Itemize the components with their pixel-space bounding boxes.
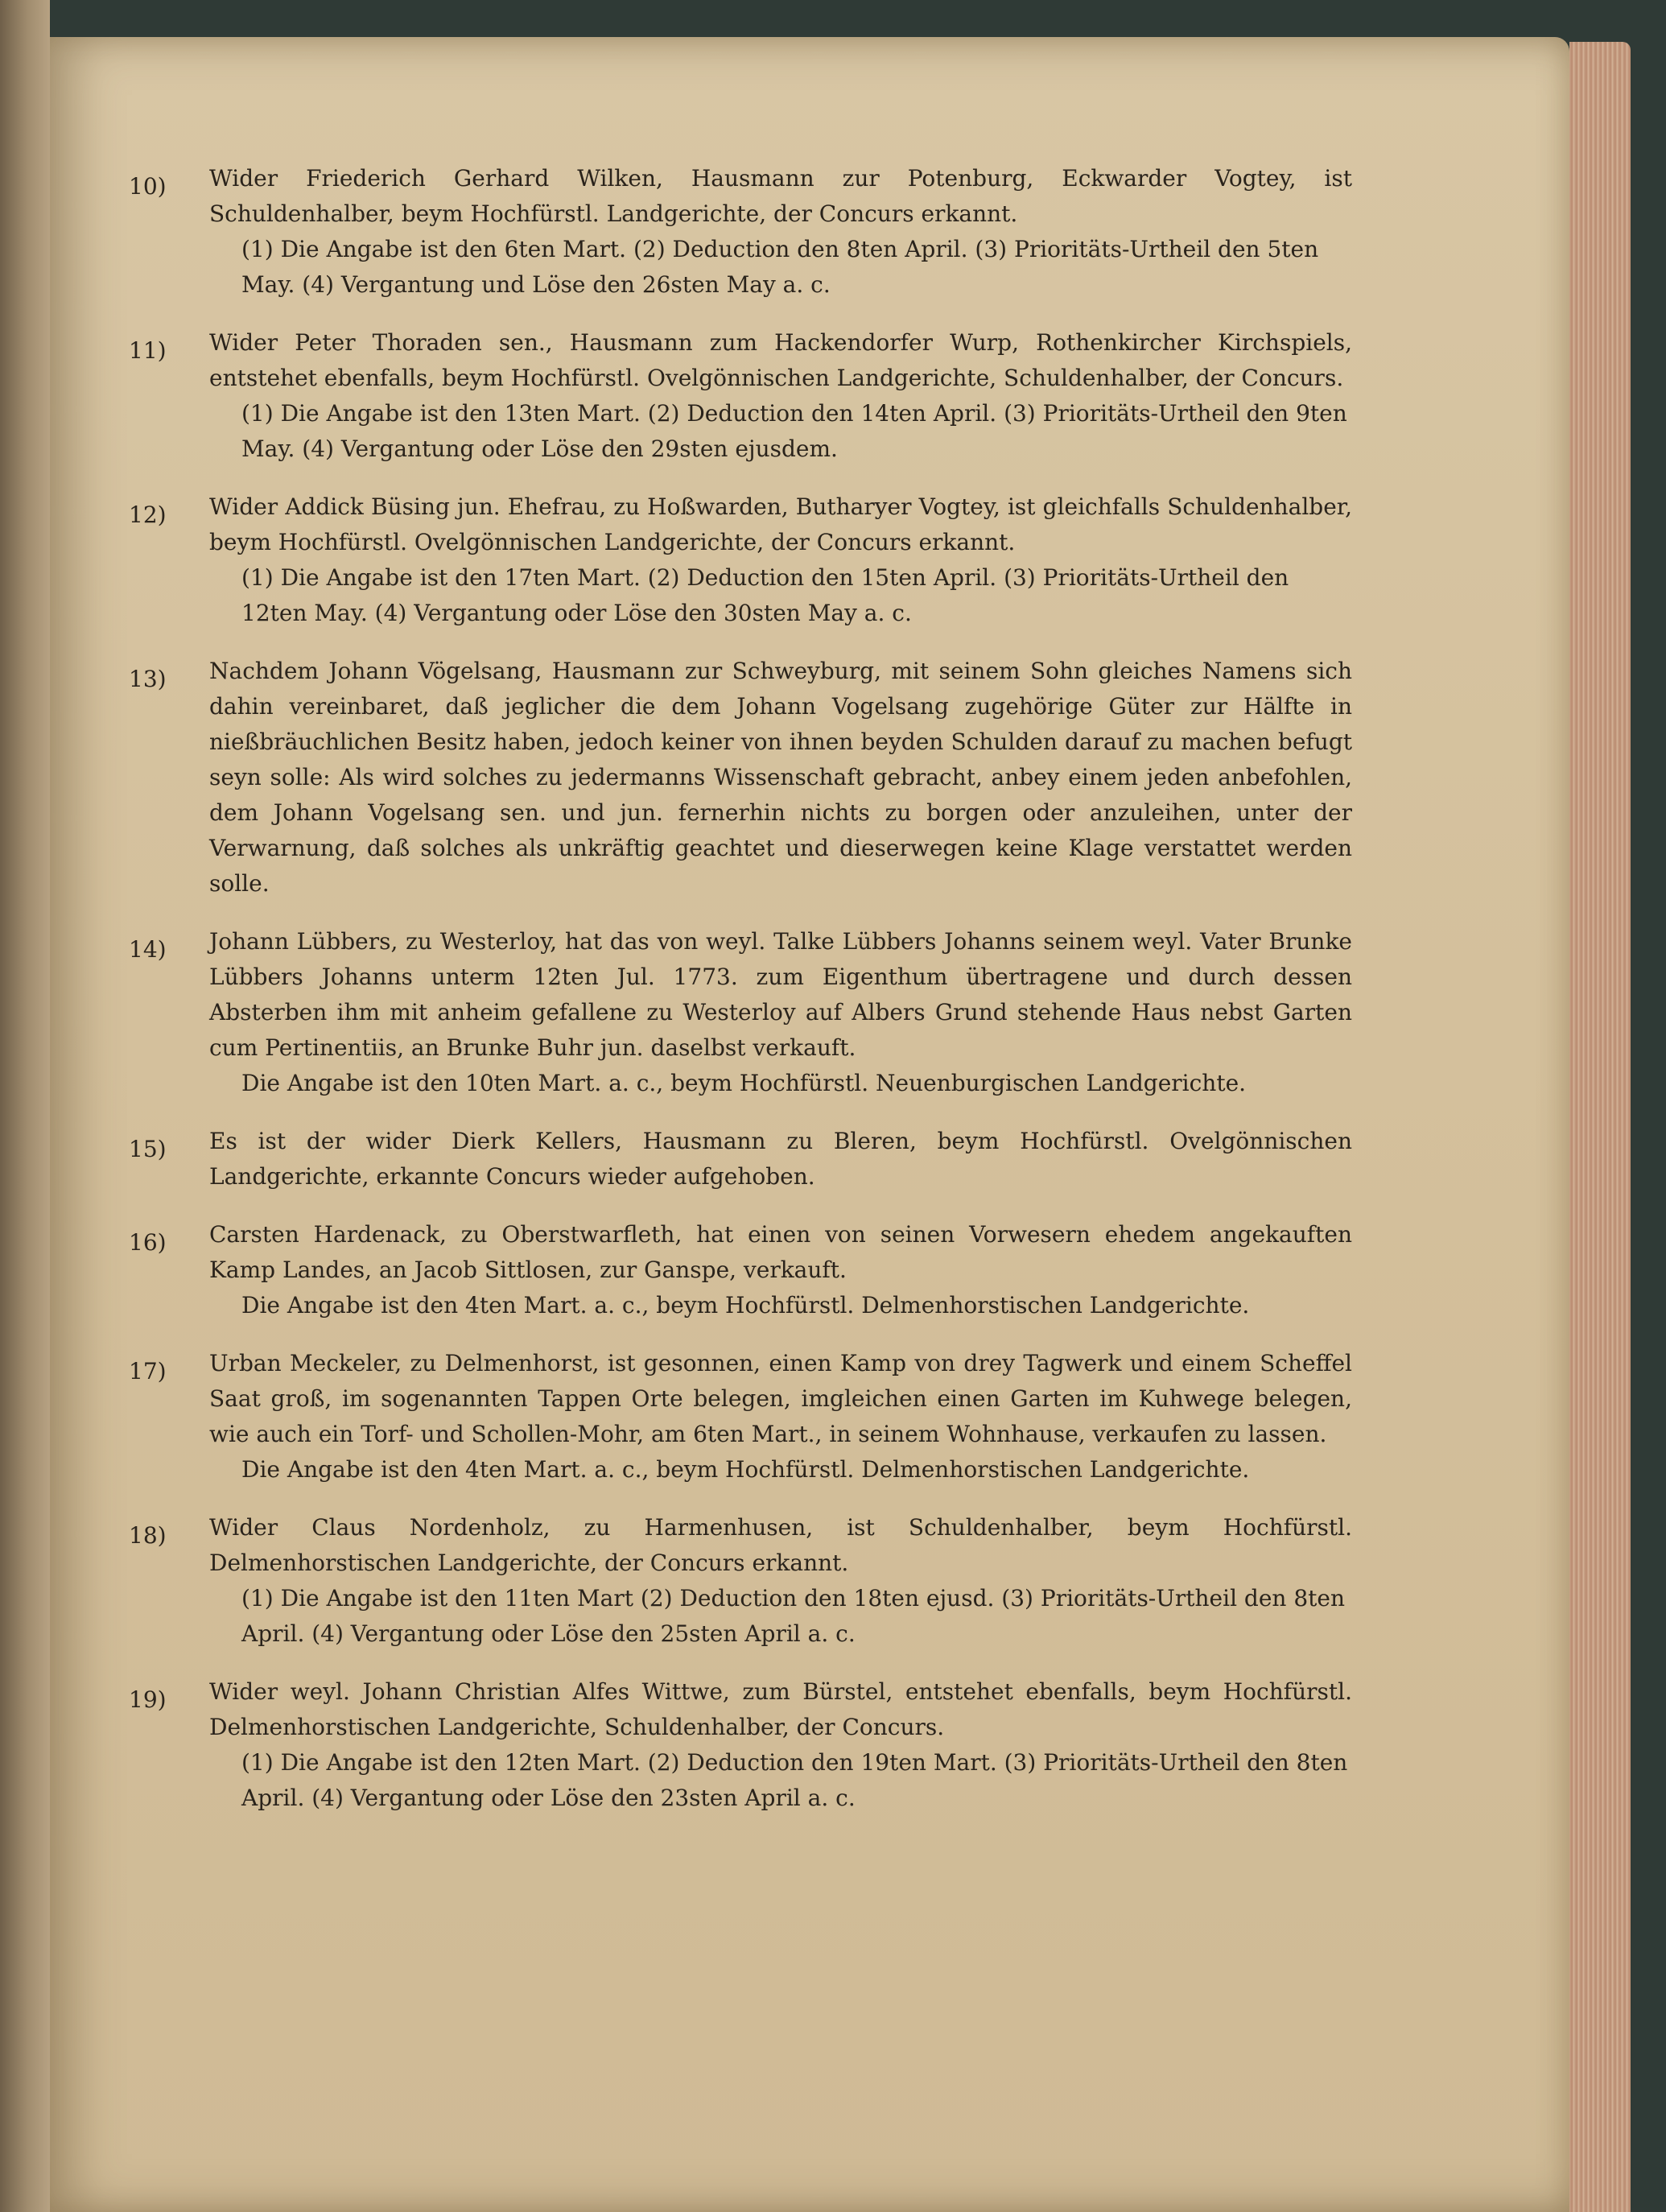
entry-17 xyxy=(129,1346,1352,1488)
entry-text: Wider weyl. Johann Christian Alfes Wittwe, zum Bürstel, entstehet ebenfalls, beym Hochfürstl. Delmenhorstischen Landgerichte, Schuldenhalber, der Concurs. xyxy=(209,1678,1352,1740)
entry-number: 14) xyxy=(129,936,167,963)
entry-18 xyxy=(129,1510,1352,1652)
entry-text: Wider Addick Büsing jun. Ehefrau, zu Hoßwarden, Butharyer Vogtey, ist gleichfalls Schuldenhalber, beym Hochfürstl. Ovelgönnischen Landgerichte, der Concurs erkannt. xyxy=(209,493,1352,555)
entry-11 xyxy=(129,325,1352,467)
entry-number: 13) xyxy=(129,666,167,692)
entry-dates: Die Angabe ist den 4ten Mart. a. c., beym Hochfürstl. Delmenhorstischen Landgerichte. xyxy=(241,1456,1250,1483)
entry-dates: (1) Die Angabe ist den 11ten Mart (2) Deduction den 18ten ejusd. (3) Prioritäts-Urtheil den 8ten April. (4) Vergantung oder Löse den 25sten April a. c. xyxy=(241,1585,1346,1647)
entry-text: Carsten Hardenack, zu Oberstwarfleth, hat einen von seinen Vorwesern ehedem angekauften Kamp Landes, an Jacob Sittlosen, zur Ganspe, verkauft. xyxy=(209,1221,1352,1283)
entry-number: 12) xyxy=(129,501,167,528)
entry-number: 17) xyxy=(129,1358,167,1385)
entry-16 xyxy=(129,1217,1352,1323)
entry-text: Johann Lübbers, zu Westerloy, hat das von weyl. Talke Lübbers Johanns seinem weyl. Vater Brunke Lübbers Johanns unterm 12ten Jul. 1773. zum Eigenthum übertragene und durch dessen Absterben ihm mit anheim gefallene zu Westerloy auf Albers Grund stehende Haus nebst Garten cum Pertinentiis, an Brunke Buhr jun. daselbst verkauft. xyxy=(209,928,1352,1061)
entry-dates: Die Angabe ist den 4ten Mart. a. c., beym Hochfürstl. Delmenhorstischen Landgerichte. xyxy=(241,1292,1250,1319)
entry-14 xyxy=(129,924,1352,1101)
entry-10 xyxy=(129,161,1352,303)
entry-text: Wider Peter Thoraden sen., Hausmann zum Hackendorfer Wurp, Rothenkircher Kirchspiels, entstehet ebenfalls, beym Hochfürstl. Ovelgönnischen Landgerichte, Schuldenhalber, der Concurs. xyxy=(209,329,1352,391)
entry-text: Urban Meckeler, zu Delmenhorst, ist gesonnen, einen Kamp von drey Tagwerk und einem Scheffel Saat groß, im sogenannten Tappen Orte belegen, imgleichen einen Garten im Kuhwege belegen, wie auch ein Torf- und Schollen-Mohr, am 6ten Mart., in seinem Wohnhause, verkaufen zu lassen. xyxy=(209,1350,1352,1447)
entry-number: 18) xyxy=(129,1522,167,1549)
entry-text: Nachdem Johann Vögelsang, Hausmann zur Schweyburg, mit seinem Sohn gleiches Namens sich dahin vereinbaret, daß jeglicher die dem Johann Vogelsang zugehörige Güter zur Hälfte in nießbräuchlichen Besitz haben, jedoch keiner von ihnen beyden Schulden darauf zu machen befugt seyn solle: Als wird solches zu jedermanns Wissenschaft gebracht, anbey einem jeden anbefohlen, dem Johann Vogelsang sen. und jun. fernerhin nichts zu borgen oder anzuleihen, unter der Verwarnung, daß solches als unkräftig geachtet und dieserwegen keine Klage verstattet werden solle. xyxy=(209,658,1352,897)
entry-number: 19) xyxy=(129,1686,167,1713)
entry-dates: (1) Die Angabe ist den 12ten Mart. (2) Deduction den 19ten Mart. (3) Prioritäts-Urtheil den 8ten April. (4) Vergantung oder Löse den 23sten April a. c. xyxy=(241,1749,1348,1811)
entry-15 xyxy=(129,1124,1352,1195)
entry-dates: (1) Die Angabe ist den 13ten Mart. (2) Deduction den 14ten April. (3) Prioritäts-Urtheil den 9ten May. (4) Vergantung oder Löse den 29sten ejusdem. xyxy=(241,400,1347,462)
entry-dates: (1) Die Angabe ist den 6ten Mart. (2) Deduction den 8ten April. (3) Prioritäts-Urtheil den 5ten May. (4) Vergantung und Löse den 26sten May a. c. xyxy=(241,236,1319,298)
page-stack-edge xyxy=(1569,42,1631,2212)
entry-dates: Die Angabe ist den 10ten Mart. a. c., beym Hochfürstl. Neuenburgischen Landgerichte. xyxy=(241,1070,1247,1096)
entry-dates: (1) Die Angabe ist den 17ten Mart. (2) Deduction den 15ten April. (3) Prioritäts-Urtheil den 12ten May. (4) Vergantung oder Löse den 30sten May a. c. xyxy=(241,564,1289,626)
entry-19 xyxy=(129,1674,1352,1816)
entry-text: Wider Friederich Gerhard Wilken, Hausmann zur Potenburg, Eckwarder Vogtey, ist Schuldenhalber, beym Hochfürstl. Landgerichte, der Concurs erkannt. xyxy=(209,165,1352,227)
entry-number: 10) xyxy=(129,173,167,200)
left-page-edge xyxy=(0,0,50,2212)
entry-12 xyxy=(129,489,1352,631)
entry-number: 15) xyxy=(129,1136,167,1162)
entry-number: 11) xyxy=(129,337,167,364)
entry-13 xyxy=(129,654,1352,902)
entry-text: Es ist der wider Dierk Kellers, Hausmann zu Bleren, beym Hochfürstl. Ovelgönnischen Landgerichte, erkannte Concurs wieder aufgehoben. xyxy=(209,1128,1352,1190)
page-text xyxy=(129,161,1352,1839)
entry-number: 16) xyxy=(129,1229,167,1256)
entry-text: Wider Claus Nordenholz, zu Harmenhusen, ist Schuldenhalber, beym Hochfürstl. Delmenhorstischen Landgerichte, der Concurs erkannt. xyxy=(209,1514,1352,1576)
